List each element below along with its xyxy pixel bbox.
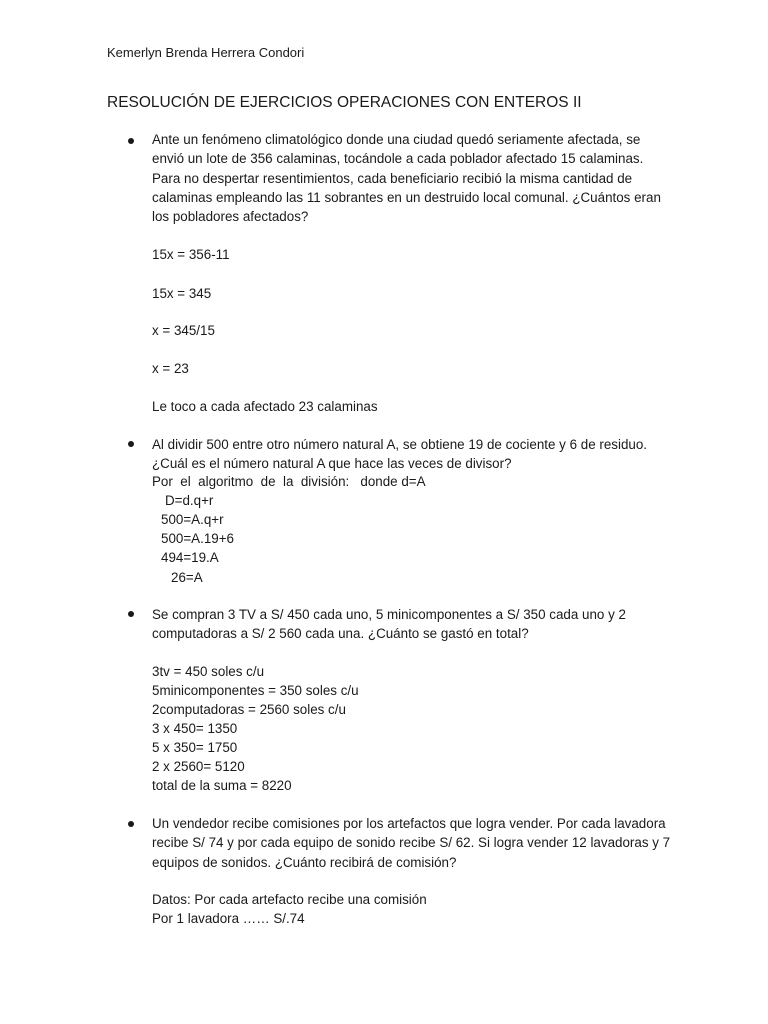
- bullet-icon: [128, 611, 134, 617]
- solution-line: 3tv = 450 soles c/u: [152, 664, 265, 679]
- solution-line: 494=19.A: [161, 550, 219, 565]
- solution-line: Datos: Por cada artefacto recibe una comisión: [152, 892, 427, 907]
- exercise-statement: Al dividir 500 entre otro número natural A, se obtiene 19 de cociente y 6 de residuo. ¿Cuál es el número natural A que hace las veces de divisor?: [152, 437, 648, 472]
- solution-answer: 26=A: [171, 570, 203, 585]
- solution-line: D=d.q+r: [165, 493, 214, 508]
- document-title: RESOLUCIÓN DE EJERCICIOS OPERACIONES CON ENTEROS II: [107, 94, 582, 111]
- solution-line: 5minicomponentes = 350 soles c/u: [152, 683, 359, 698]
- solution-line: 5 x 350= 1750: [152, 740, 238, 755]
- solution-line: x = 23: [152, 361, 189, 376]
- solution-line: 2computadoras = 2560 soles c/u: [152, 702, 346, 717]
- solution-line: 500=A.q+r: [161, 512, 224, 527]
- bullet-icon: [128, 441, 134, 447]
- solution-line: Por el algoritmo de la división: donde d=A: [152, 474, 426, 489]
- exercise-statement: Ante un fenómeno climatológico donde una ciudad quedó seriamente afectada, se envió un lote de 356 calaminas, tocándole a cada poblador afectado 15 calaminas. Para no despertar resentimientos, cada beneficiario recibió la misma cantidad de calaminas empleando las 11 sobrantes en un destruido local comunal. ¿Cuántos eran los pobladores afectados?: [152, 132, 661, 225]
- solution-line: 15x = 356-11: [152, 247, 230, 262]
- solution-line: 15x = 345: [152, 286, 212, 301]
- solution-line: Por 1 lavadora …… S/.74: [152, 911, 305, 926]
- solution-answer: Le toco a cada afectado 23 calaminas: [152, 399, 378, 414]
- exercise-statement: Se compran 3 TV a S/ 450 cada uno, 5 minicomponentes a S/ 350 cada uno y 2 computadoras a S/ 2 560 cada una. ¿Cuánto se gastó en total?: [152, 607, 626, 642]
- solution-line: x = 345/15: [152, 323, 215, 338]
- solution-line: 2 x 2560= 5120: [152, 759, 245, 774]
- author-name: Kemerlyn Brenda Herrera Condori: [107, 45, 305, 60]
- solution-line: 500=A.19+6: [161, 531, 234, 546]
- bullet-icon: [128, 138, 134, 144]
- solution-line: 3 x 450= 1350: [152, 721, 238, 736]
- exercise-statement: Un vendedor recibe comisiones por los artefactos que logra vender. Por cada lavadora recibe S/ 74 y por cada equipo de sonido recibe S/ 62. Si logra vender 12 lavadoras y 7 equipos de sonidos. ¿Cuánto recibirá de comisión?: [152, 816, 671, 870]
- solution-answer: total de la suma = 8220: [152, 778, 292, 793]
- bullet-icon: [128, 821, 134, 827]
